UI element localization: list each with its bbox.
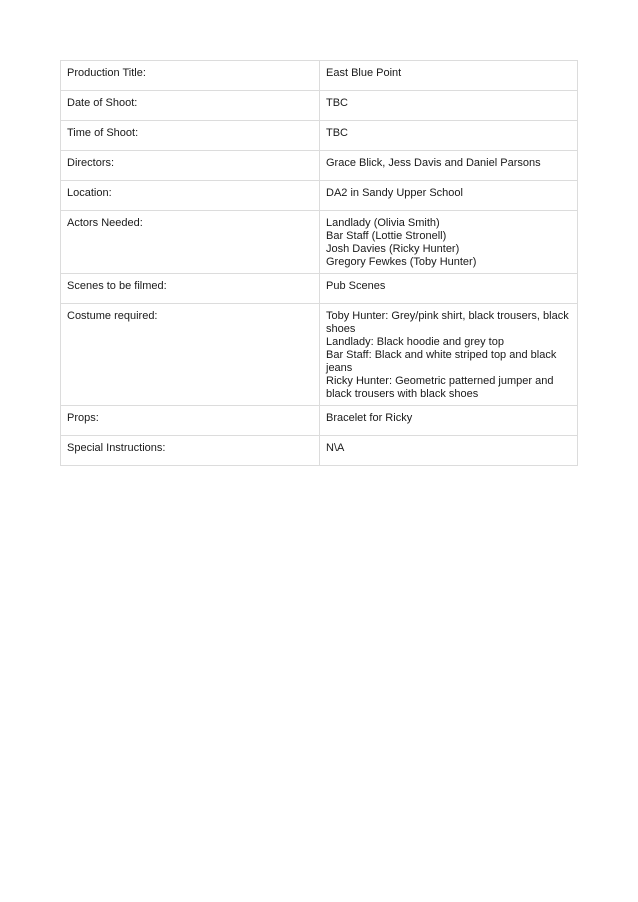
row-props: [61, 406, 578, 436]
actor-item: Josh Davies (Ricky Hunter): [326, 243, 460, 255]
props-text: Bracelet for Ricky: [326, 412, 413, 424]
date-of-shoot-label: Date of Shoot:: [61, 91, 320, 121]
actors-needed-value: [320, 211, 578, 274]
special-instructions-text: N\A: [326, 442, 345, 454]
production-title-text: East Blue Point: [326, 67, 402, 79]
scenes-value: [320, 274, 578, 304]
special-instructions-label: Special Instructions:: [61, 436, 320, 466]
time-of-shoot-label: Time of Shoot:: [61, 121, 320, 151]
row-production-title: [61, 61, 578, 91]
row-directors: [61, 151, 578, 181]
location-label: Location:: [61, 181, 320, 211]
actor-item: Gregory Fewkes (Toby Hunter): [326, 256, 477, 268]
production-info-table: [60, 60, 578, 466]
row-date-of-shoot: [61, 91, 578, 121]
date-of-shoot-value: [320, 91, 578, 121]
production-sheet: [60, 60, 577, 466]
date-of-shoot-text: TBC: [326, 97, 348, 109]
costume-item: Landlady: Black hoodie and grey top: [326, 336, 504, 348]
production-title-value: [320, 61, 578, 91]
scenes-text: Pub Scenes: [326, 280, 386, 292]
time-of-shoot-text: TBC: [326, 127, 348, 139]
costume-label: Costume required:: [61, 304, 320, 406]
row-location: [61, 181, 578, 211]
location-text: DA2 in Sandy Upper School: [326, 187, 463, 199]
actor-item: Bar Staff (Lottie Stronell): [326, 230, 447, 242]
costume-item: Bar Staff: Black and white striped top and black jeans: [326, 349, 557, 374]
row-special-instructions: [61, 436, 578, 466]
scenes-label: Scenes to be filmed:: [61, 274, 320, 304]
props-label: Props:: [61, 406, 320, 436]
directors-value: [320, 151, 578, 181]
location-value: [320, 181, 578, 211]
row-time-of-shoot: [61, 121, 578, 151]
special-instructions-value: [320, 436, 578, 466]
costume-item: Toby Hunter: Grey/pink shirt, black trousers, black shoes: [326, 310, 569, 335]
row-scenes-to-be-filmed: [61, 274, 578, 304]
directors-text: Grace Blick, Jess Davis and Daniel Parsons: [326, 157, 541, 169]
costume-item: Ricky Hunter: Geometric patterned jumper and black trousers with black shoes: [326, 375, 554, 400]
row-costume-required: [61, 304, 578, 406]
directors-label: Directors:: [61, 151, 320, 181]
row-actors-needed: [61, 211, 578, 274]
costume-value: [320, 304, 578, 406]
time-of-shoot-value: [320, 121, 578, 151]
actor-item: Landlady (Olivia Smith): [326, 217, 440, 229]
production-title-label: Production Title:: [61, 61, 320, 91]
props-value: [320, 406, 578, 436]
actors-needed-label: Actors Needed:: [61, 211, 320, 274]
